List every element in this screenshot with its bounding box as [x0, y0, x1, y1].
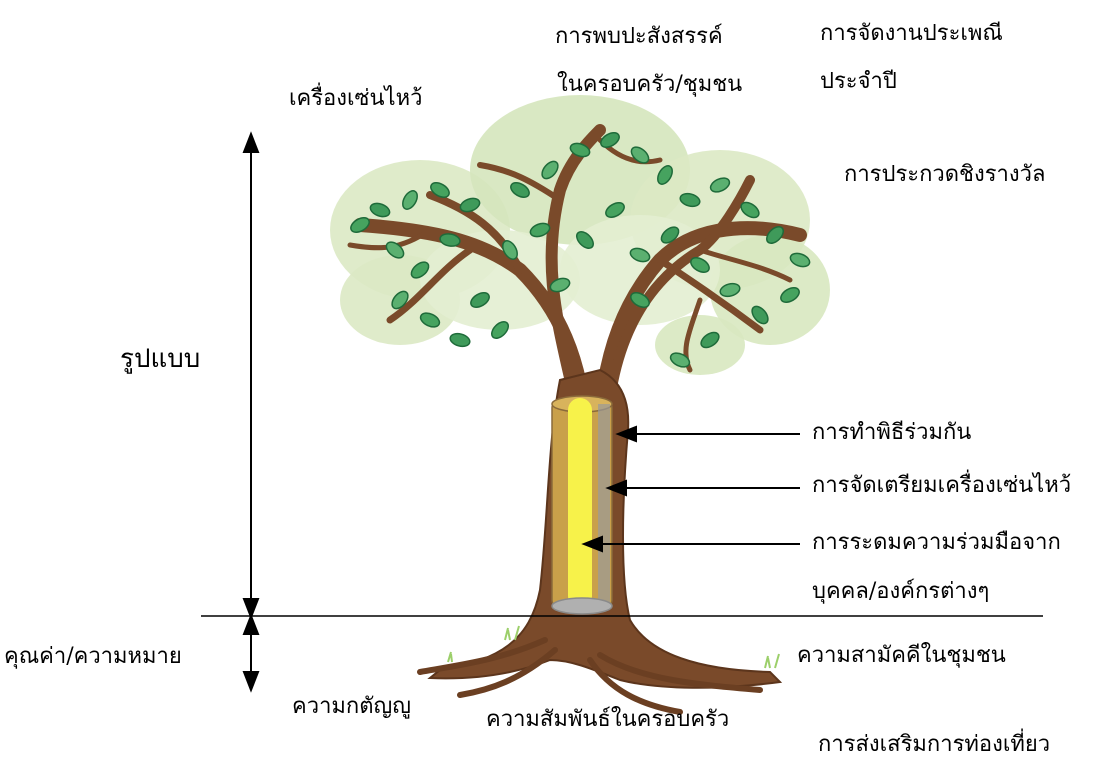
- label-cooperation-line1: การระดมความร่วมมือจาก: [812, 530, 1061, 555]
- label-festival-line1: การจัดงานประเพณี: [820, 21, 1003, 46]
- label-festival-line2: ประจำปี: [820, 69, 897, 94]
- label-offerings: เครื่องเซ่นไหว้: [289, 86, 423, 111]
- label-family-relations: ความสัมพันธ์ในครอบครัว: [486, 707, 730, 732]
- form-range-arrow: [244, 134, 258, 617]
- trunk-cylinder: [552, 396, 612, 614]
- value-range-arrow: [244, 616, 258, 690]
- label-cooperation-line2: บุคคล/องค์กรต่างๆ: [812, 579, 990, 604]
- label-gathering-line2: ในครอบครัว/ชุมชน: [557, 72, 743, 97]
- label-contest: การประกวดชิงรางวัล: [844, 162, 1046, 187]
- label-value-meaning: คุณค่า/ความหมาย: [4, 644, 182, 669]
- label-form: รูปแบบ: [120, 344, 201, 374]
- label-ritual: การทำพิธีร่วมกัน: [812, 420, 972, 445]
- pointer-arrow-prepare: [608, 481, 800, 495]
- label-gathering-line1: การพบปะสังสรรค์: [555, 24, 723, 49]
- label-tourism: การส่งเสริมการท่องเที่ยว: [818, 732, 1051, 757]
- pointer-arrow-ritual: [618, 427, 800, 441]
- label-gratitude: ความกตัญญู: [292, 694, 412, 719]
- label-community-unity: ความสามัคคีในชุมชน: [797, 643, 1006, 668]
- label-prepare-offerings: การจัดเตรียมเครื่องเซ่นไหว้: [812, 473, 1072, 498]
